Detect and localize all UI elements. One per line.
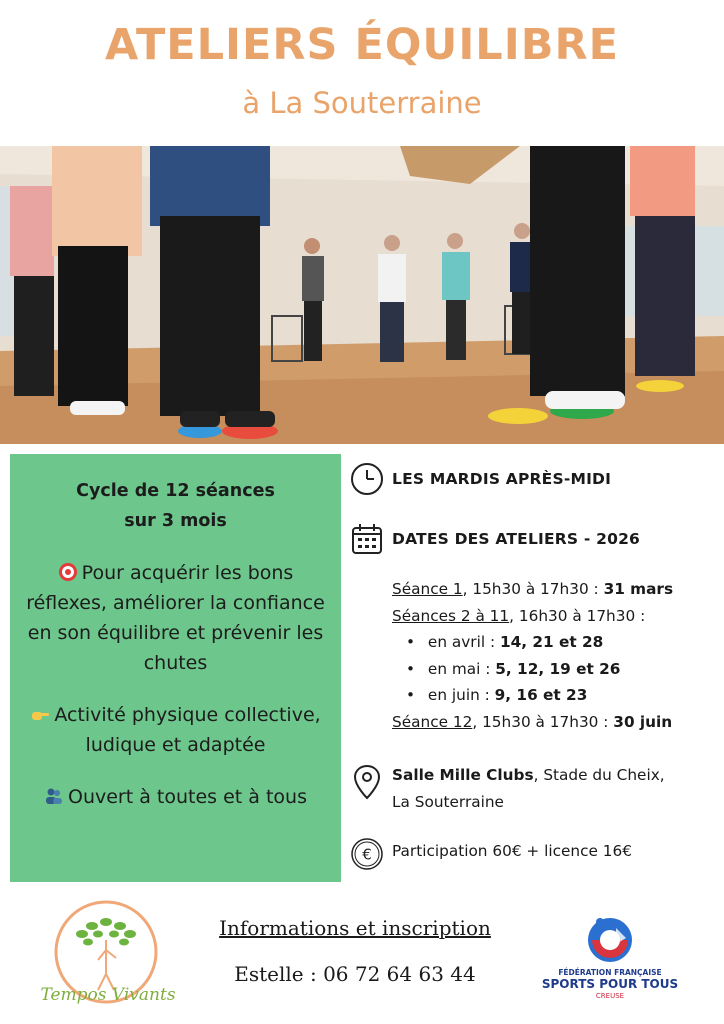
session-2-11-time: , 16h30 à 17h30 :	[509, 606, 646, 625]
map-pin-icon	[352, 764, 382, 800]
page-subtitle: à La Souterraine	[242, 86, 482, 120]
price-text: Participation 60€ + licence 16€	[392, 842, 632, 860]
activity-text: Activité physique collective, ludique et adaptée	[54, 704, 321, 756]
open-text: Ouvert à toutes et à tous	[68, 786, 307, 808]
day-label: LES MARDIS APRÈS-MIDI	[392, 470, 612, 488]
june-dates	[392, 682, 722, 709]
ffs-federation-text: FÉDÉRATION FRANÇAISE	[558, 968, 662, 977]
june-prefix: en juin :	[427, 686, 495, 704]
session-12-date: 30 juin	[613, 712, 673, 731]
group-balance-exercise-photo	[0, 146, 724, 444]
venue-name: Salle Mille Clubs	[392, 766, 534, 784]
euro-icon	[350, 837, 384, 871]
contact-phone: Estelle : 06 72 64 63 44	[234, 962, 476, 986]
session-schedule	[392, 576, 722, 735]
clock-icon	[350, 462, 384, 496]
info-title: Informations et inscription	[219, 916, 491, 940]
goal-paragraph	[10, 558, 341, 678]
ffs-sports-text: SPORTS POUR TOUS	[541, 977, 679, 991]
page-title: ATELIERS ÉQUILIBRE	[105, 20, 619, 70]
may-prefix: en mai :	[427, 659, 496, 678]
goal-text: Pour acquérir les bons réflexes, améliorer la confiance en son équilibre et prévenir les chutes	[26, 562, 325, 674]
program-summary-panel	[10, 454, 341, 882]
people-emoji-icon	[44, 786, 64, 806]
session-1-line	[392, 576, 722, 603]
june-date-values: 9, 16 et 23	[494, 686, 588, 704]
activity-paragraph	[10, 700, 341, 760]
cycle-line-1: Cycle de 12 séances	[76, 481, 275, 501]
april-date-values: 14, 21 et 28	[499, 633, 604, 651]
dates-row	[350, 522, 640, 556]
session-2-11-line	[392, 603, 722, 630]
open-paragraph	[10, 782, 341, 812]
ffs-logo-icon	[586, 914, 634, 964]
tempos-vivants-text: Tempos Vivants	[40, 985, 176, 1005]
session-2-11-label: Séances 2 à 11	[392, 606, 510, 625]
dates-label: DATES DES ATELIERS - 2026	[392, 530, 641, 548]
session-1-label: Séance 1	[392, 580, 463, 598]
may-dates	[392, 656, 722, 683]
session-12-time: , 15h30 à 17h30 :	[472, 712, 614, 731]
session-12-line	[392, 709, 722, 736]
session-1-time: , 15h30 à 17h30 :	[462, 580, 604, 598]
cycle-line-2: sur 3 mois	[124, 511, 227, 531]
april-prefix: en avril :	[427, 633, 500, 651]
may-date-values: 5, 12, 19 et 26	[495, 659, 621, 678]
ffs-creuse-text: CREUSE	[595, 992, 625, 1000]
calendar-icon	[350, 522, 384, 556]
session-12-label: Séance 12	[392, 712, 473, 731]
april-dates	[392, 629, 722, 656]
day-row	[350, 462, 611, 496]
pointing-hand-emoji-icon	[30, 704, 50, 724]
target-emoji-icon	[58, 562, 78, 582]
venue-street: , Stade du Cheix,	[533, 766, 665, 784]
svg-text:€: €	[362, 845, 372, 864]
session-1-date: 31 mars	[603, 580, 674, 598]
venue-city: La Souterraine	[392, 792, 504, 811]
venue-address	[392, 762, 722, 815]
